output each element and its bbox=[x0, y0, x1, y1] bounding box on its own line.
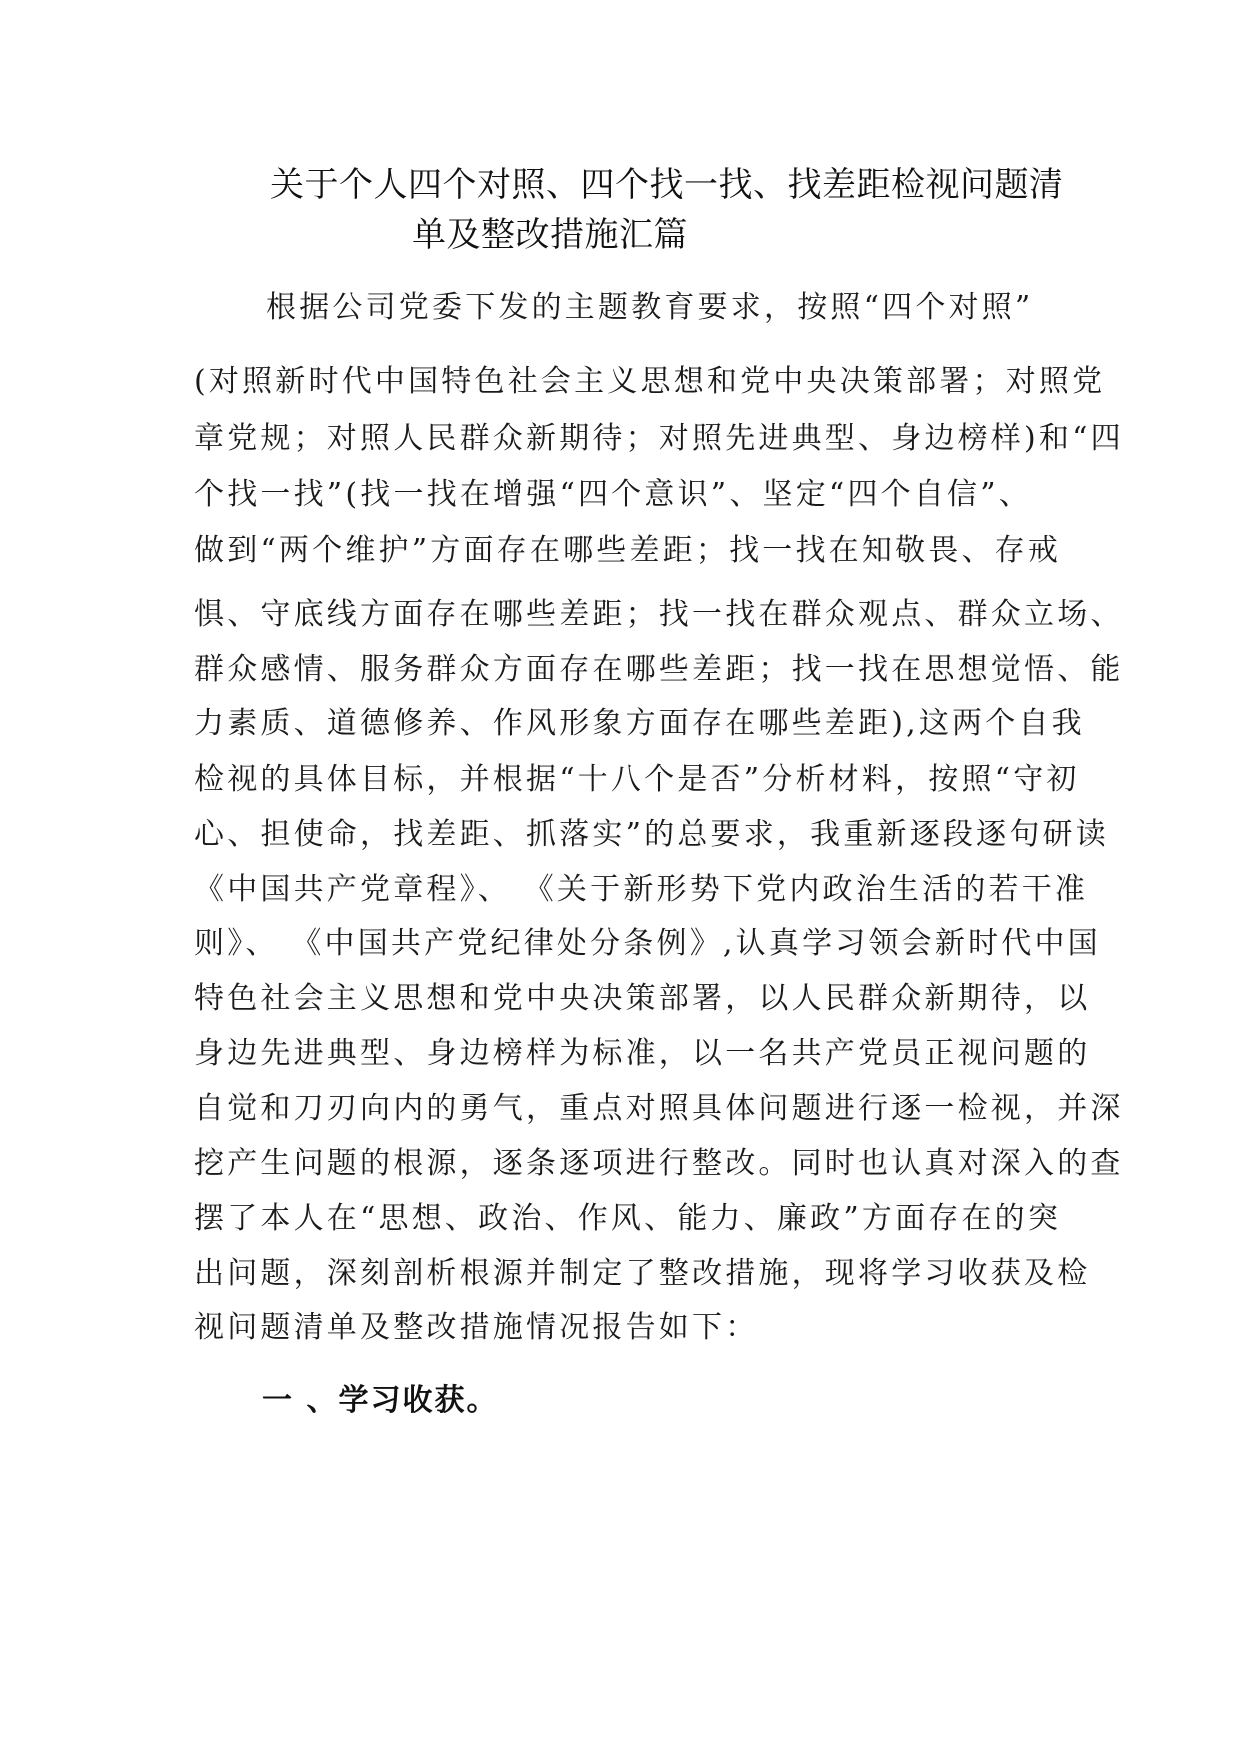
body-line: 检视的具体目标，并根据“十八个是否”分析材料，按照“守初 bbox=[194, 762, 1080, 797]
body-line: 群众感情、服务群众方面存在哪些差距；找一找在思想觉悟、能 bbox=[194, 652, 1124, 687]
body-line: 自觉和刀刃向内的勇气，重点对照具体问题进行逐一检视，并深 bbox=[194, 1091, 1124, 1126]
title-line-1: 关于个人四个对照、四个找一找、找差距检视问题清 bbox=[270, 165, 1064, 205]
section-heading: 一 、学习收获。 bbox=[262, 1383, 499, 1418]
body-line: 视问题清单及整改措施情况报告如下： bbox=[194, 1310, 759, 1345]
body-line: 力素质、道德修养、作风形象方面存在哪些差距),这两个自我 bbox=[194, 706, 1085, 741]
body-line: 摆了本人在“思想、政治、作风、能力、廉政”方面存在的突 bbox=[194, 1201, 1062, 1236]
body-line: 则》、 《中国共产党纪律处分条例》,认真学习领会新时代中国 bbox=[194, 926, 1101, 961]
body-line: 出问题，深刻剖析根源并制定了整改措施，现将学习收获及检 bbox=[194, 1256, 1091, 1291]
body-line: 心、担使命，找差距、抓落实”的总要求，我重新逐段逐句研读 bbox=[194, 817, 1109, 852]
document-title bbox=[270, 160, 1070, 260]
title-line-2: 单及整改措施汇篇 bbox=[412, 215, 688, 255]
body-line: 根据公司党委下发的主题教育要求，按照“四个对照” bbox=[266, 290, 1034, 325]
body-line: 挖产生问题的根源，逐条逐项进行整改。同时也认真对深入的查 bbox=[194, 1146, 1124, 1181]
body-line: 特色社会主义思想和党中央决策部署，以人民群众新期待，以 bbox=[194, 981, 1091, 1016]
body-line: 《中国共产党章程》、 《关于新形势下党内政治生活的若干准 bbox=[194, 872, 1089, 907]
body-line: 做到“两个维护”方面存在哪些差距；找一找在知敬畏、存戒 bbox=[194, 533, 1062, 568]
body-line: 个找一找”(找一找在增强“四个意识”、坚定“四个自信”、 bbox=[194, 477, 1032, 512]
body-line: (对照新时代中国特色社会主义思想和党中央决策部署；对照党 bbox=[194, 364, 1106, 399]
body-line: 惧、守底线方面存在哪些差距；找一找在群众观点、群众立场、 bbox=[194, 597, 1124, 632]
body-line: 章党规；对照人民群众新期待；对照先进典型、身边榜样)和“四 bbox=[194, 421, 1124, 456]
body-line: 身边先进典型、身边榜样为标准，以一名共产党员正视问题的 bbox=[194, 1036, 1091, 1071]
